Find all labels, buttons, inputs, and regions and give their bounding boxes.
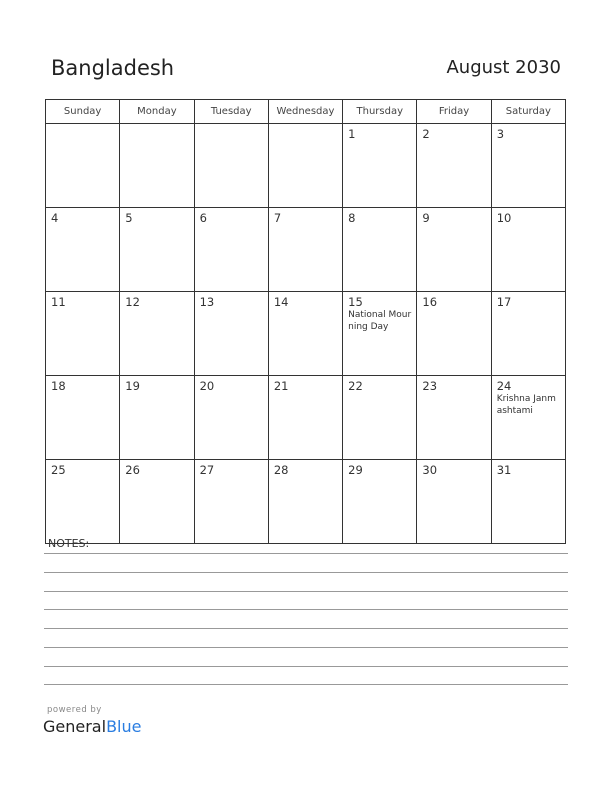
day-number: 19 [125, 379, 140, 393]
weekday-monday: Monday [120, 100, 194, 124]
day-number: 5 [125, 211, 133, 225]
notes-line [44, 666, 568, 667]
notes-label: NOTES: [48, 537, 90, 550]
brand-logo [43, 717, 141, 736]
weekday-wednesday: Wednesday [268, 100, 342, 124]
country-title: Bangladesh [51, 56, 175, 80]
day-cell [491, 292, 565, 376]
day-cell [343, 376, 417, 460]
day-cell [194, 208, 268, 292]
day-cell [194, 124, 268, 208]
day-cell [343, 292, 417, 376]
day-cell [491, 124, 565, 208]
day-cell [46, 208, 120, 292]
day-number: 18 [51, 379, 66, 393]
day-cell [343, 124, 417, 208]
notes-line [44, 609, 568, 610]
holiday-label: National Mourning Day [348, 310, 412, 332]
notes-line [44, 572, 568, 573]
notes-line [44, 591, 568, 592]
day-number: 12 [125, 295, 140, 309]
day-cell [491, 376, 565, 460]
day-number: 15 [348, 295, 363, 309]
day-cell [491, 208, 565, 292]
day-number: 29 [348, 463, 363, 477]
day-cell [194, 376, 268, 460]
day-cell [417, 460, 491, 544]
day-number: 22 [348, 379, 363, 393]
day-number: 28 [273, 463, 289, 477]
notes-line [44, 553, 568, 554]
day-cell [417, 124, 491, 208]
brand-general: General [43, 717, 107, 736]
day-number: 11 [51, 295, 66, 309]
day-number: 2 [422, 127, 430, 141]
day-cell [46, 460, 120, 544]
week-row [46, 376, 566, 460]
day-number: 31 [496, 463, 512, 477]
day-number: 3 [496, 127, 505, 141]
brand-blue: Blue [106, 717, 142, 736]
weekday-saturday: Saturday [491, 100, 565, 124]
day-cell [120, 208, 194, 292]
week-row [46, 208, 566, 292]
day-cell [343, 460, 417, 544]
day-cell [268, 208, 342, 292]
calendar-grid [45, 99, 566, 544]
day-cell [268, 460, 342, 544]
day-cell [120, 292, 194, 376]
week-row [46, 124, 566, 208]
notes-line [44, 647, 568, 648]
day-cell [46, 292, 120, 376]
day-number: 13 [199, 295, 215, 309]
day-cell [491, 460, 565, 544]
day-number: 21 [273, 379, 289, 393]
day-number: 23 [422, 379, 438, 393]
notes-line [44, 684, 568, 685]
day-cell [46, 376, 120, 460]
week-row [46, 460, 566, 544]
day-cell [268, 124, 342, 208]
day-number: 14 [273, 295, 289, 309]
day-number: 7 [273, 211, 282, 225]
day-cell [268, 292, 342, 376]
notes-line [44, 628, 568, 629]
day-cell [120, 376, 194, 460]
day-cell [343, 208, 417, 292]
day-number: 8 [348, 211, 356, 225]
day-number: 4 [51, 211, 59, 225]
day-number: 1 [348, 127, 356, 141]
day-cell [417, 376, 491, 460]
weekday-sunday: Sunday [46, 100, 120, 124]
day-number: 25 [51, 463, 66, 477]
week-row [46, 292, 566, 376]
month-title: August 2030 [446, 57, 561, 78]
day-number: 17 [496, 295, 512, 309]
day-number: 30 [422, 463, 438, 477]
day-number: 9 [422, 211, 430, 225]
day-cell [417, 292, 491, 376]
day-number: 27 [199, 463, 215, 477]
powered-by-text: powered by [47, 705, 102, 715]
day-number: 26 [125, 463, 140, 477]
weekday-tuesday: Tuesday [194, 100, 268, 124]
weekday-friday: Friday [417, 100, 491, 124]
day-cell [417, 208, 491, 292]
day-number: 10 [496, 211, 512, 225]
day-number: 24 [496, 379, 512, 393]
day-cell [120, 124, 194, 208]
day-cell [194, 292, 268, 376]
weekday-header-row [46, 100, 566, 124]
day-cell [46, 124, 120, 208]
day-number: 16 [422, 295, 438, 309]
day-cell [194, 460, 268, 544]
day-number: 6 [199, 211, 207, 225]
day-cell [268, 376, 342, 460]
weekday-thursday: Thursday [343, 100, 417, 124]
day-cell [120, 460, 194, 544]
holiday-label: Krishna Janmashtami [496, 394, 556, 416]
day-number: 20 [199, 379, 215, 393]
